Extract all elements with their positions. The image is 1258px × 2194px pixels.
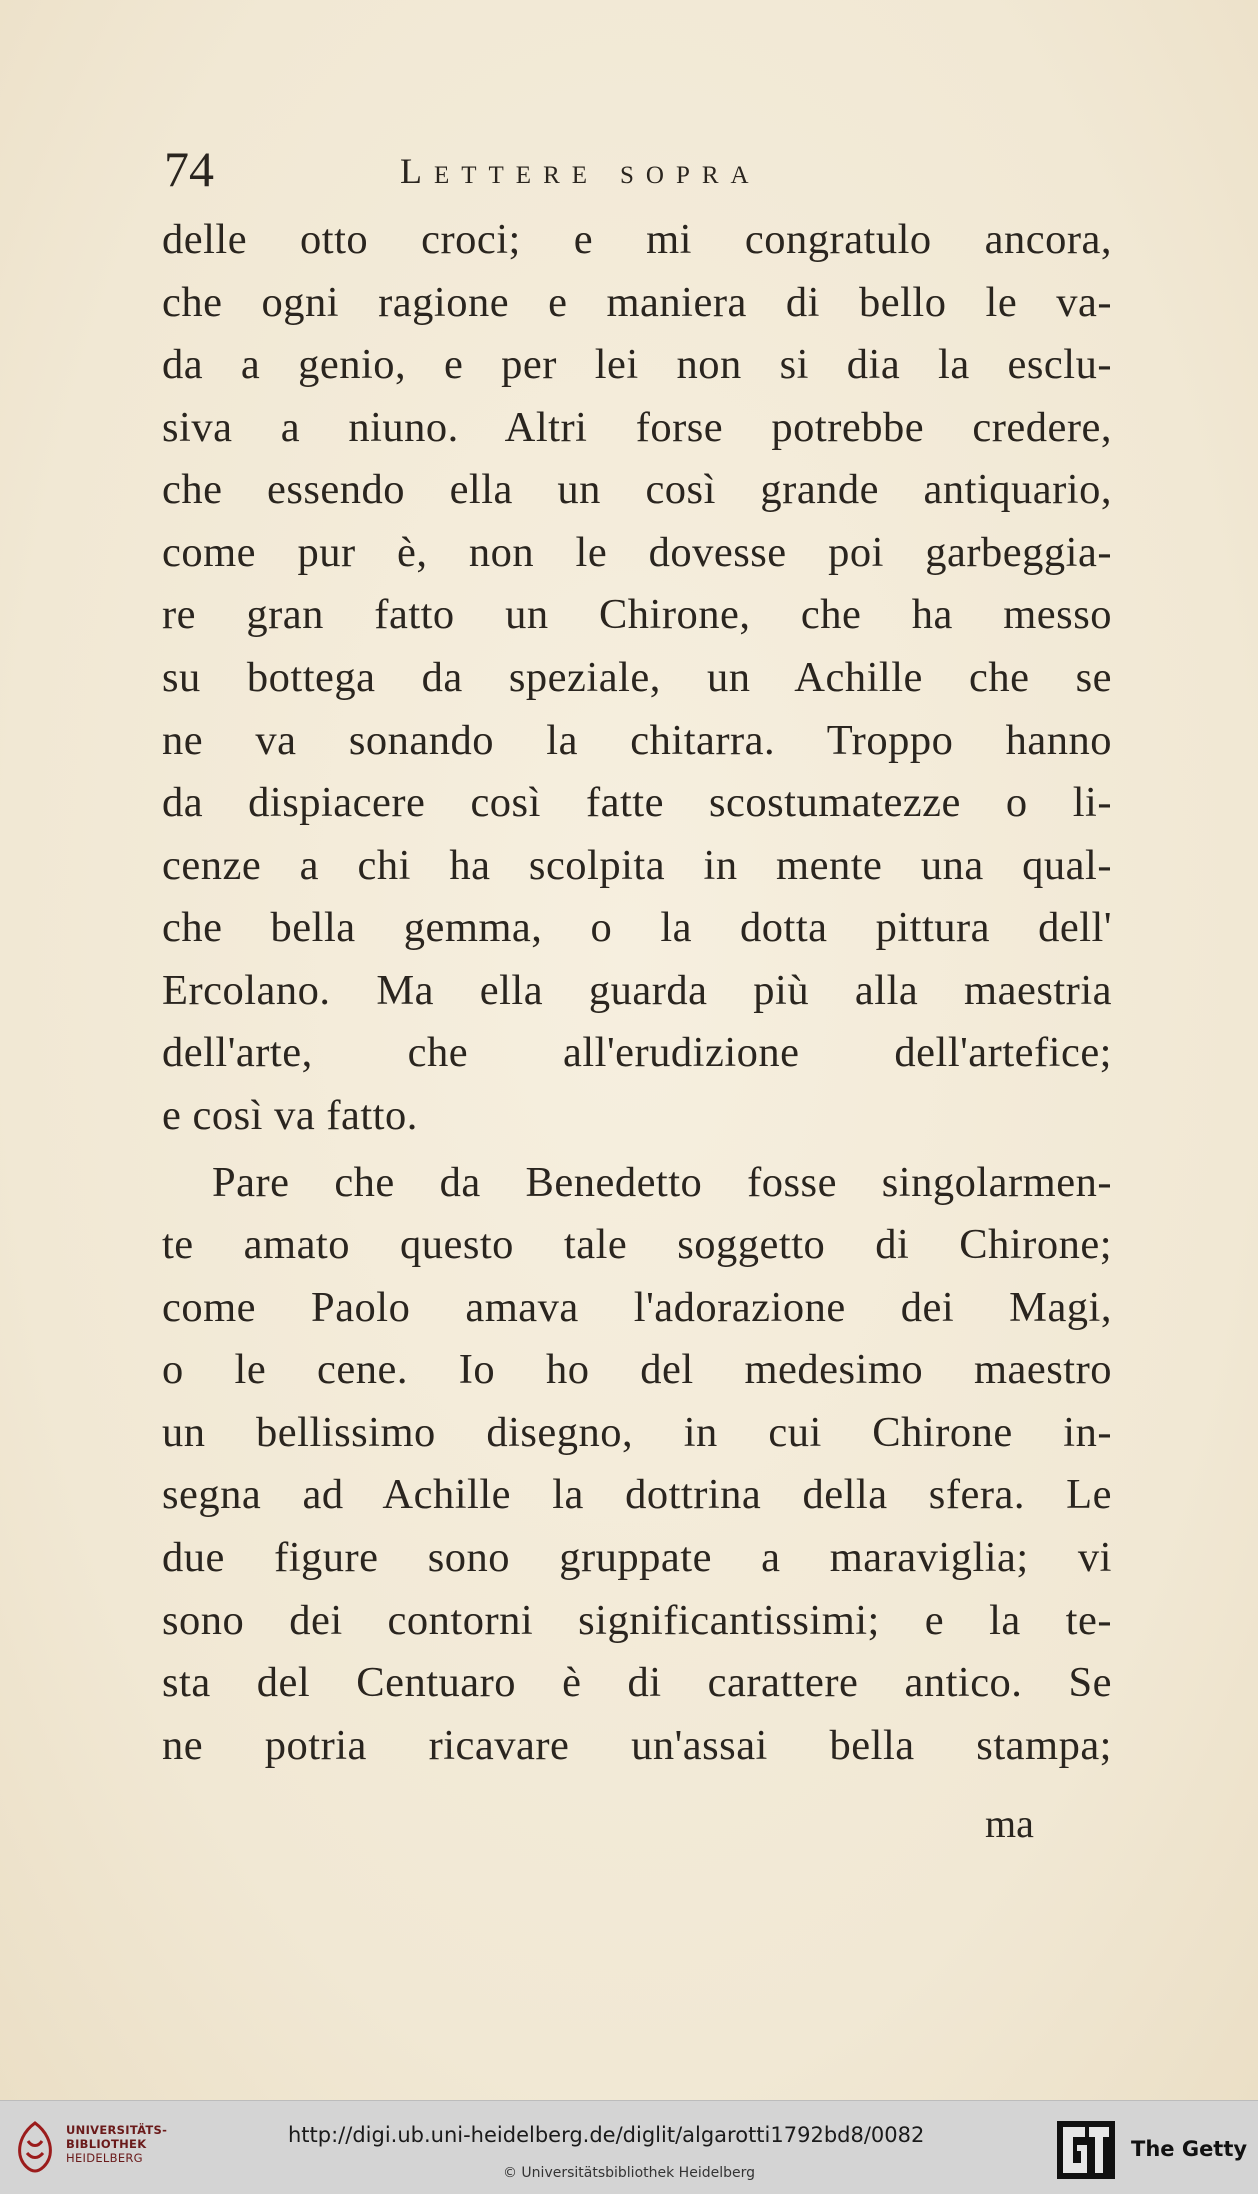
text-line: da dispiacere così fatte scostumatezze o li- <box>162 779 1112 826</box>
institution-line: UNIVERSITÄTS- <box>66 2123 168 2137</box>
text-line: segna ad Achille la dottrina della sfera. Le <box>162 1471 1112 1518</box>
text-line: Ercolano. Ma ella guarda più alla maestria <box>162 967 1112 1014</box>
text-line: dell'arte, che all'erudizione dell'artefice; <box>162 1029 1112 1076</box>
text-line: un bellissimo disegno, in cui Chirone in- <box>162 1409 1112 1456</box>
text-line: sono dei contorni significantissimi; e la te- <box>162 1597 1112 1644</box>
running-head: Lettere sopra <box>400 151 761 191</box>
permalink-url[interactable]: http://digi.ub.uni-heidelberg.de/diglit/algarotti1792bd8/0082 <box>288 2123 925 2147</box>
text-line: e così va fatto. <box>162 1092 418 1139</box>
text-line: re gran fatto un Chirone, che ha messo <box>162 591 1112 638</box>
text-line: sta del Centuaro è di carattere antico. Se <box>162 1659 1112 1706</box>
text-line: te amato questo tale soggetto di Chirone; <box>162 1221 1112 1268</box>
text-line: ne potria ricavare un'assai bella stampa; <box>162 1722 1112 1769</box>
text-line: come Paolo amava l'adorazione dei Magi, <box>162 1284 1112 1331</box>
catchword: ma <box>985 1801 1034 1846</box>
text-line: che ogni ragione e maniera di bello le va- <box>162 279 1112 326</box>
text-line: da a genio, e per lei non si dia la esclu- <box>162 341 1112 388</box>
page-header <box>160 140 1110 200</box>
text-line: su bottega da speziale, un Achille che se <box>162 654 1112 701</box>
text-line: o le cene. Io ho del medesimo maestro <box>162 1346 1112 1393</box>
text-line: come pur è, non le dovesse poi garbeggia- <box>162 529 1112 576</box>
institution-line: HEIDELBERG <box>66 2151 143 2165</box>
text-line: delle otto croci; e mi congratulo ancora, <box>162 216 1112 263</box>
text-line: cenze a chi ha scolpita in mente una qual- <box>162 842 1112 889</box>
paragraph-first-line: Pare che da Benedetto fosse singolarmen- <box>212 1159 1112 1206</box>
text-line: ne va sonando la chitarra. Troppo hanno <box>162 717 1112 764</box>
copyright-notice: © Universitätsbibliothek Heidelberg <box>502 2165 755 2181</box>
university-library-name <box>66 2123 167 2165</box>
institution-line: BIBLIOTHEK <box>66 2137 147 2151</box>
text-line: che essendo ella un così grande antiquario, <box>162 466 1112 513</box>
text-line: che bella gemma, o la dotta pittura dell' <box>162 904 1112 951</box>
page-number: 74 <box>164 141 214 197</box>
getty-logo-icon[interactable] <box>1057 2121 1115 2179</box>
text-line: due figure sono gruppate a maraviglia; vi <box>162 1534 1112 1581</box>
text-line: siva a niuno. Altri forse potrebbe credere, <box>162 404 1112 451</box>
footer-bar <box>0 2100 1258 2194</box>
getty-sponsor-name: The Getty <box>1131 2137 1248 2161</box>
